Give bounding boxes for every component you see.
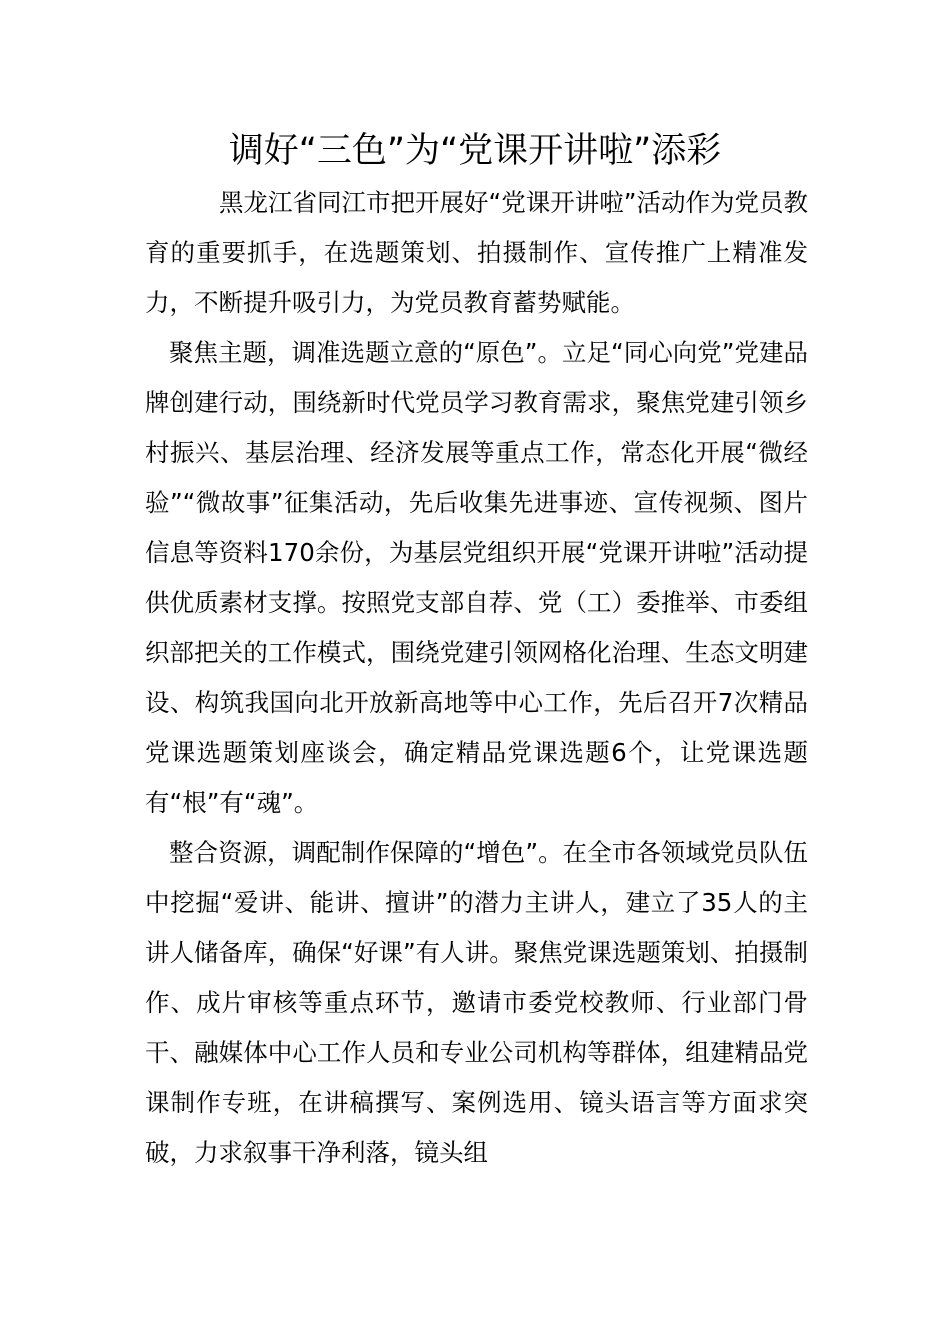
paragraph-intro: 黑龙江省同江市把开展好“党课开讲啦”活动作为党员教育的重要抓手，在选题策划、拍摄制作、宣传推广上精准发力，不断提升吸引力，为党员教育蓄势赋能。 (145, 188, 808, 317)
document-title: 调好“三色”为“党课开讲啦”添彩 (228, 131, 722, 171)
document-body (145, 178, 808, 1178)
paragraph-integrate-resources: 整合资源，调配制作保障的“增色”。在全市各领域党员队伍中挖掘“爱讲、能讲、擅讲”的潜力主讲人，建立了35人的主讲人储备库，确保“好课”有人讲。聚焦党课选题策划、拍摄制作、成片审核等重点环节，邀请市委党校教师、行业部门骨干、融媒体中心工作人员和专业公司机构等群体，组建精品党课制作专班，在讲稿撰写、案例选用、镜头语言等方面求突破，力求叙事干净利落，镜头组 (145, 838, 808, 1167)
paragraph-focus-theme: 聚焦主题，调准选题立意的“原色”。立足“同心向党”党建品牌创建行动，围绕新时代党员学习教育需求，聚焦党建引领乡村振兴、基层治理、经济发展等重点工作，常态化开展“微经验”“微故事”征集活动，先后收集先进事迹、宣传视频、图片信息等资料170余份，为基层党组织开展“党课开讲啦”活动提供优质素材支撑。按照党支部自荐、党（工）委推举、市委组织部把关的工作模式，围绕党建引领网格化治理、生态文明建设、构筑我国向北开放新高地等中心工作，先后召开7次精品党课选题策划座谈会，确定精品党课选题6个，让党课选题有“根”有“魂”。 (145, 338, 808, 817)
